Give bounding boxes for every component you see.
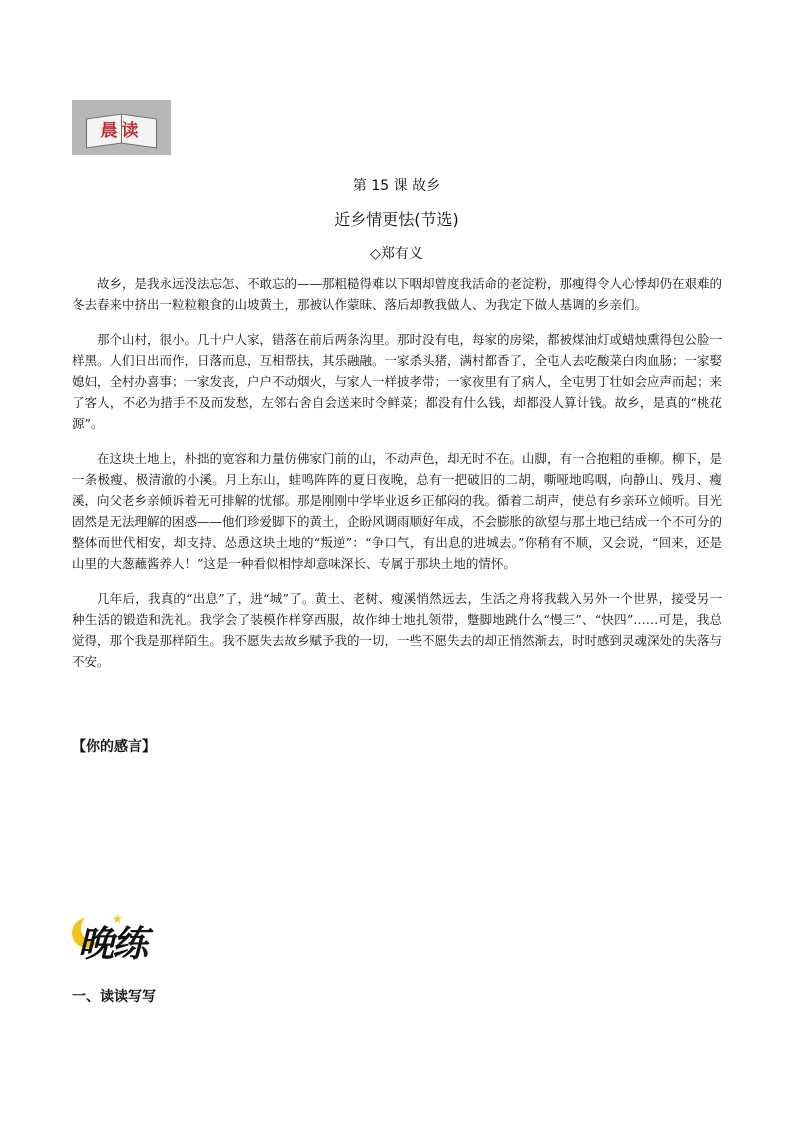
paragraph: 故乡，是我永远没法忘怎、不敢忘的——那粗糙得难以下咽却曾度我活命的老淀粉，那瘦得令人心悸却仍在艰难的冬去春来中挤出一粒粒粮食的山坡黄土，那被认作蒙昧、落后却教我做人、为我定下做人基调的乡亲们。 bbox=[72, 276, 723, 312]
paragraph: 那个山村，很小。几十户人家，错落在前后两条沟里。那时没有电，每家的房梁，都被煤油灯或蜡烛熏得包公脸一样黑。人们日出而作，日落而息，互相帮扶，其乐融融。一家杀头猪，满村都香了，全屯人去吃酸菜白肉血肠；一家娶媳妇，全村办喜事；一家发丧，户户不动烟火，与家人一样披孝带；一家夜里有了病人，全屯男丁壮如会应声而起；来了客人，不必为措手不及而发愁，左邻右舍自会送来时令鲜菜；都没有什么钱，却都没人算计钱。故乡，是真的“桃花源”。 bbox=[72, 332, 723, 431]
paragraph: 几年后，我真的“出息”了，进“城”了。黄土、老树、瘦溪悄然远去，生活之舟将我载入另外一个世界，接受另一种生活的锻造和洗礼。我学会了装模作样穿西服，故作绅士地扎领带，蹩脚地跳什么“慢三”、“快四”……可是，我总觉得，那个我是那样陌生。我不愿失去故乡赋予我的一切，一些不愿失去的却正悄然渐去，时时感到灵魂深处的失落与不安。 bbox=[72, 591, 723, 669]
article-title: 近乡情更怯(节选) bbox=[334, 210, 459, 229]
star-icon: ★ bbox=[112, 912, 123, 926]
article-author: ◇郑有义 bbox=[370, 246, 423, 262]
evening-practice-badge bbox=[72, 912, 172, 964]
paragraph: 在这块土地上，朴拙的宽容和力量仿佛家门前的山，不动声色，却无时不在。山脚，有一合抱粗的垂柳。柳下，是一条极瘦、极清澈的小溪。月上东山，蛙鸣阵阵的夏日夜晚，总有一把破旧的二胡，嘶哑地呜咽，向静山、残月、瘦溪，向父老乡亲倾诉着无可排解的忧郁。那是刚刚中学毕业返乡正郁闷的我。循着二胡声，使总有乡亲环立倾听。目光固然是无法理解的困惑——他们珍爱脚下的黄土，企盼风调雨顺好年成，不会膨胀的欲望与那土地已结成一个不可分的整体而世代相安，却支持、怂恿这块土地的“叛逆”：“争口气，有出息的进城去。”你稍有不顺，又会说，“回来，还是山里的大葱蘸酱养人！”这是一种看似相悖却意味深长、专属于那块土地的情怀。 bbox=[72, 451, 723, 571]
morning-badge-label: 晨读 bbox=[100, 121, 143, 141]
section-heading: 一、读读写写 bbox=[72, 989, 156, 1005]
morning-reading-badge bbox=[72, 100, 171, 155]
lesson-title: 第 15 课 故乡 bbox=[352, 178, 441, 194]
evening-badge-label: 晚练 bbox=[78, 924, 147, 965]
feeling-heading: 【你的感言】 bbox=[72, 739, 156, 755]
article-body bbox=[72, 273, 722, 686]
